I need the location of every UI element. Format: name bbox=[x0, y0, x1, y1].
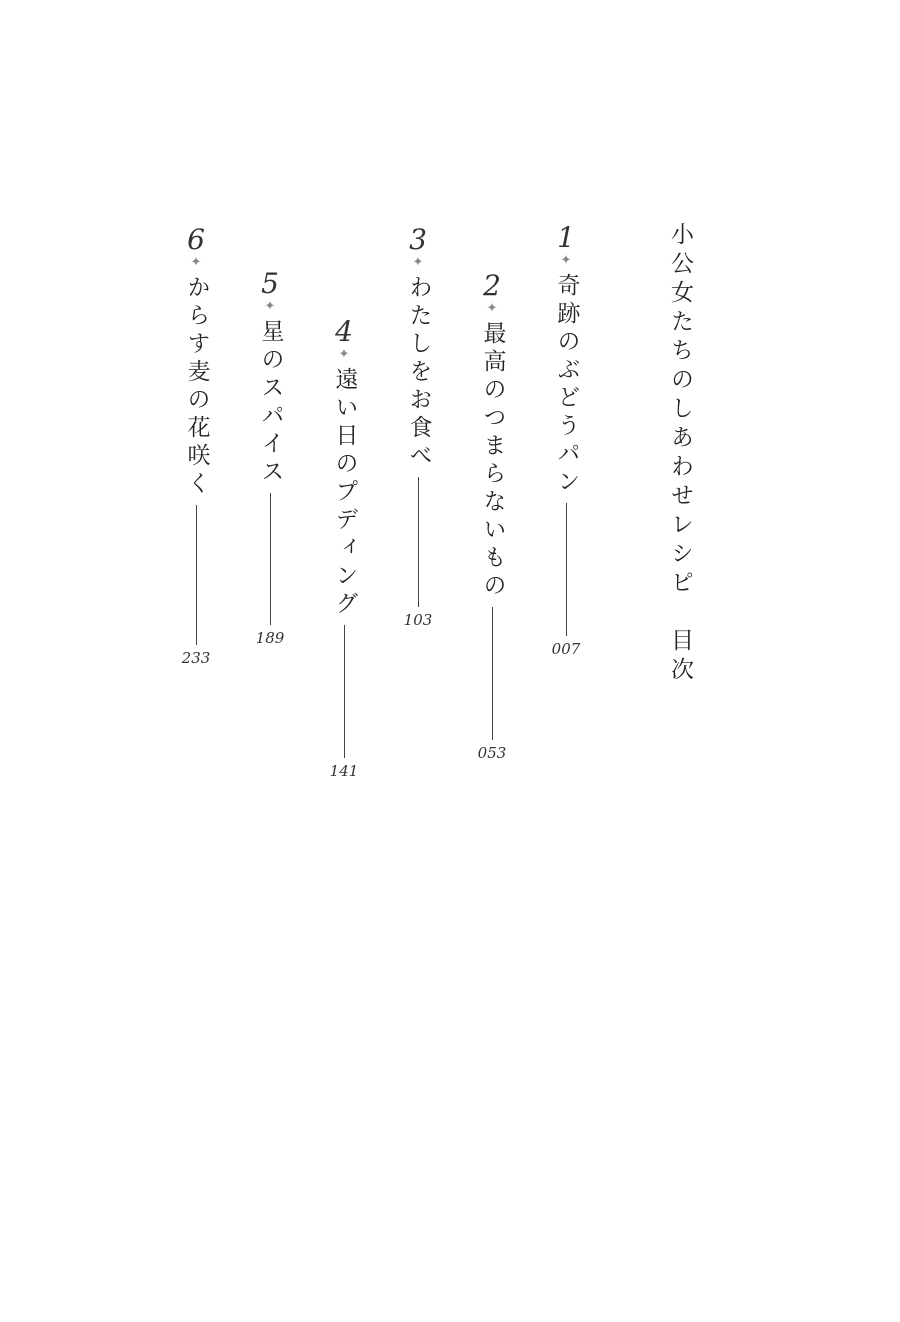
leader-line bbox=[492, 607, 493, 740]
chapter-number: 5 bbox=[261, 267, 279, 300]
page-number: 103 bbox=[403, 611, 433, 629]
toc-entry-2[interactable] bbox=[472, 269, 512, 762]
page-number: 053 bbox=[477, 744, 507, 762]
page-number: 233 bbox=[181, 649, 211, 667]
chapter-title: わたしをお食べ bbox=[405, 275, 432, 471]
chapter-title: 最高のつまらないもの bbox=[479, 321, 506, 601]
toc-entry-6[interactable] bbox=[176, 223, 216, 667]
leader-line bbox=[566, 503, 567, 636]
leader-line bbox=[344, 625, 345, 758]
chapter-title: からす麦の花咲く bbox=[183, 275, 210, 499]
chapter-number: 6 bbox=[187, 223, 205, 256]
page-number: 189 bbox=[255, 629, 285, 647]
leader-line bbox=[418, 477, 419, 607]
chapter-title: 星のスパイス bbox=[257, 319, 284, 487]
diamond-icon: ✦ bbox=[560, 253, 572, 268]
toc-title: 小公女たちのしあわせレシピ 目次 bbox=[667, 222, 693, 686]
diamond-icon: ✦ bbox=[264, 299, 276, 314]
page-number: 007 bbox=[551, 640, 581, 658]
toc-entry-3[interactable] bbox=[398, 223, 438, 629]
toc-entry-1[interactable] bbox=[546, 221, 586, 658]
diamond-icon: ✦ bbox=[486, 301, 498, 316]
toc-entry-5[interactable] bbox=[250, 267, 290, 647]
chapter-number: 1 bbox=[557, 221, 575, 254]
chapter-number: 3 bbox=[409, 223, 427, 256]
page-number: 141 bbox=[329, 762, 359, 780]
chapter-title: 奇跡のぶどうパン bbox=[553, 273, 580, 497]
toc-entry-4[interactable] bbox=[324, 315, 364, 780]
leader-line bbox=[270, 493, 271, 625]
diamond-icon: ✦ bbox=[412, 255, 424, 270]
leader-line bbox=[196, 505, 197, 645]
chapter-title: 遠い日のプディング bbox=[331, 367, 358, 619]
chapter-number: 2 bbox=[483, 269, 501, 302]
diamond-icon: ✦ bbox=[338, 347, 350, 362]
diamond-icon: ✦ bbox=[190, 255, 202, 270]
chapter-number: 4 bbox=[335, 315, 353, 348]
